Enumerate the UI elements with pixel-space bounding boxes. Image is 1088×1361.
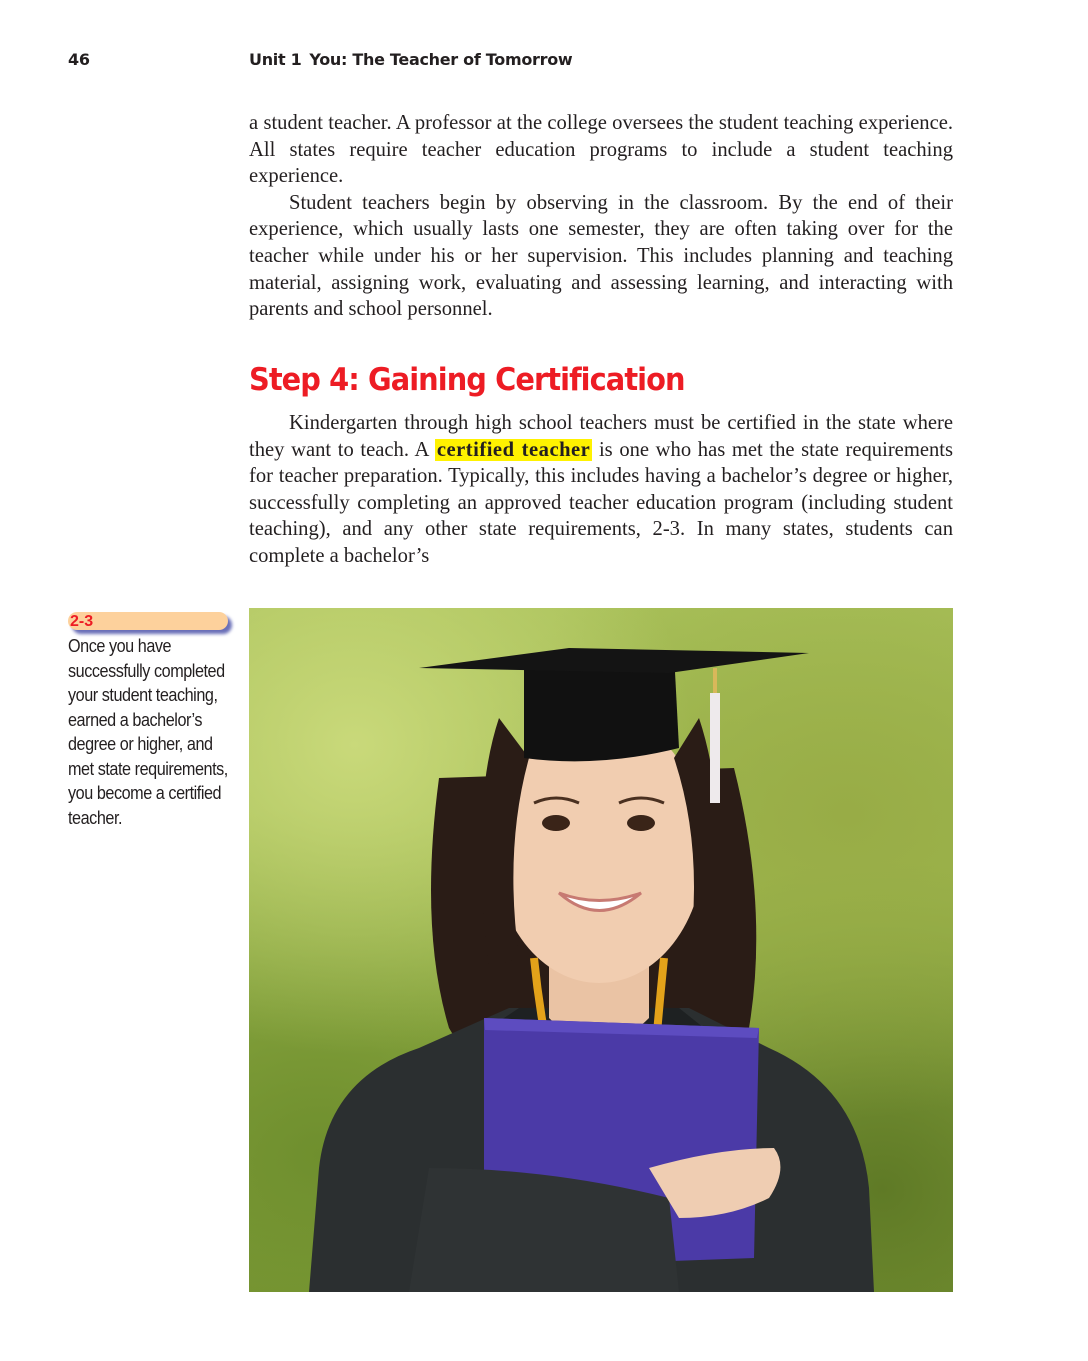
continued-text	[249, 110, 953, 323]
paragraph: Student teachers begin by observing in the classroom. By the end of their experience, which usually lasts one semester, they are often taking over for the teacher while under his or her supervision. This includes planning and teaching material, assigning work, evaluating and assessing learning, and interacting with parents and school personnel.	[249, 191, 953, 321]
paragraph	[249, 410, 953, 570]
paragraph: a student teacher. A professor at the college oversees the student teaching experience. All states require teacher education programs to include a student teaching experience.	[249, 112, 953, 188]
unit-title	[249, 50, 572, 69]
figure-label-badge: 2-3	[68, 612, 228, 630]
unit-title-text: You: The Teacher of Tomorrow	[309, 50, 573, 69]
graduate-illustration	[249, 608, 953, 1292]
page-number: 46	[68, 50, 90, 69]
running-header	[68, 50, 1088, 76]
key-term-highlight: certified teacher	[436, 438, 591, 461]
unit-label: Unit 1	[249, 50, 302, 69]
graduate-photo	[249, 608, 953, 1292]
figure-caption	[68, 612, 238, 830]
caption-text: Once you have successfully completed your student teaching, earned a bachelor’s degree or higher, and met state requirements, you become a certified teacher.	[68, 636, 228, 828]
paragraph-text: Kindergarten through high school teachers must be certified in the state where they want to teach. A	[249, 412, 953, 461]
section-heading: Step 4: Gaining Certification	[249, 362, 685, 398]
paragraph-text: is one who has met the state requirements for teacher preparation. Typically, this includes having a bachelor’s degree or higher, successfully completing an approved teacher education program (including student teaching), and any other state requirements, 2-3. In many states, students can complete a bachelor’s	[249, 438, 954, 567]
section-body	[249, 410, 953, 570]
